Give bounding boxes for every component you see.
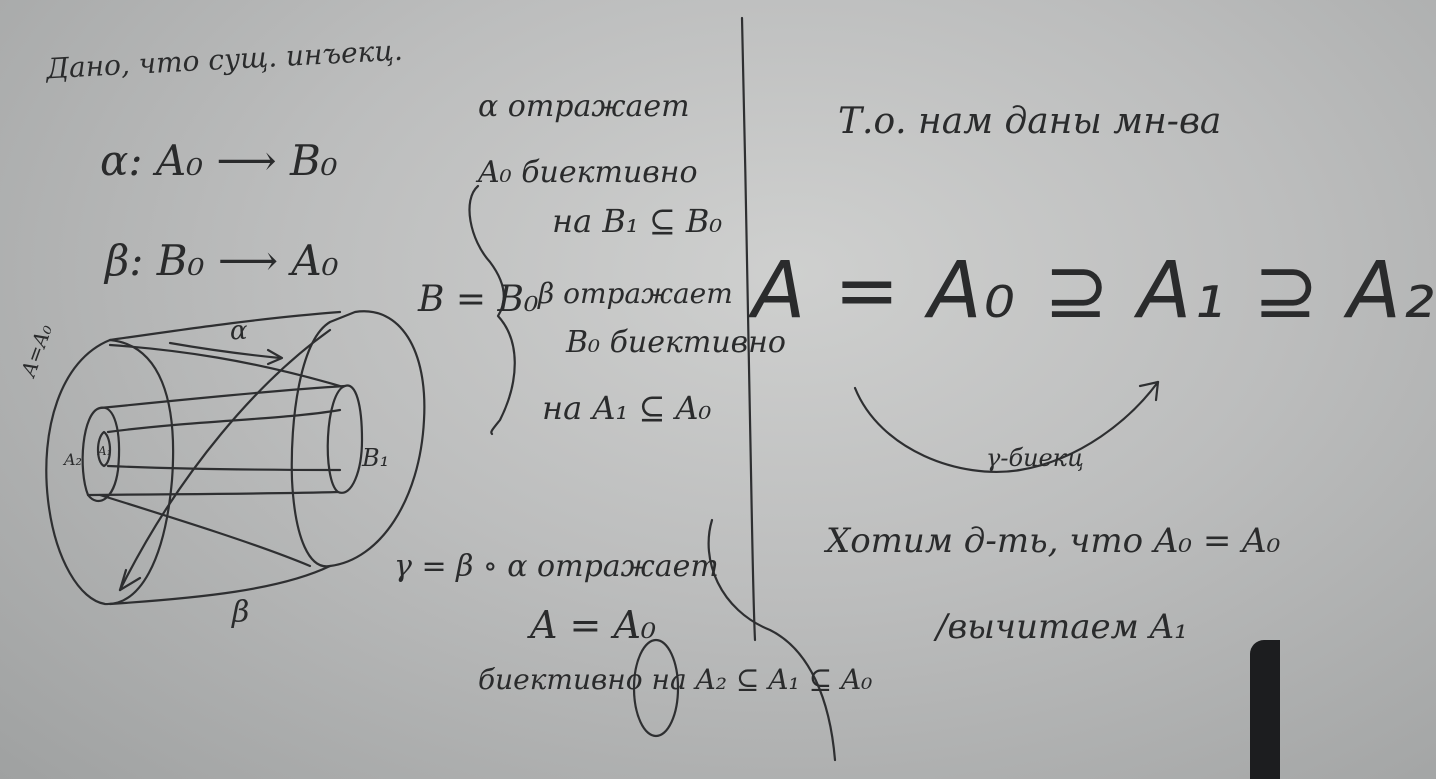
gamma-line-3: биективно на A₂ ⊆ A₁ ⊆ A₀: [478, 663, 873, 696]
beta-map: β: B₀ ⟶ A₀: [105, 236, 339, 285]
gamma-line-2: A = A₀: [530, 603, 657, 647]
given-text: Дано, что сущ. инъекц.: [45, 33, 404, 86]
diagram-label-a1: A₁: [98, 444, 112, 458]
right-title: Т.о. нам даны мн-ва: [838, 101, 1222, 142]
alpha-map: α: A₀ ⟶ B₀: [100, 136, 338, 185]
gamma-line-1: γ = β ∘ α отражает: [394, 549, 719, 584]
set-a-outline: [46, 340, 173, 604]
diagram-arrow-beta: β: [232, 595, 250, 630]
b-equals: B = B₀: [418, 279, 539, 320]
diagram-label-a: A=A₀: [16, 320, 58, 380]
diagram-arrow-alpha: α: [230, 316, 248, 346]
lower-brace: [709, 520, 835, 760]
set-b-outline: [292, 311, 425, 566]
goal-line-1: Хотим д-ть, что A₀ = A₀: [826, 521, 1281, 561]
set-b1-outline: [328, 386, 362, 493]
board-frame-edge: [1250, 640, 1280, 779]
diagram-label-b1: B₁: [362, 444, 390, 472]
gamma-arc-label: γ-биекц: [986, 444, 1084, 472]
cylinder-top-edge: [110, 312, 340, 340]
set-chain: A = A₀ ⊇ A₁ ⊇ A₂: [752, 246, 1436, 336]
diagram-label-a2: A₂: [64, 450, 82, 469]
mid-line-5: B₀ биективно: [566, 325, 786, 360]
cylinder-bottom-edge: [110, 566, 330, 604]
mid-line-6: на A₁ ⊆ A₀: [542, 389, 712, 427]
mid-line-1: α отражает: [478, 89, 690, 124]
goal-line-2: /вычитаем A₁: [936, 607, 1188, 647]
mid-line-4: β отражает: [538, 277, 733, 310]
mid-line-2: A₀ биективно: [478, 155, 698, 190]
mid-line-3: на B₁ ⊆ B₀: [552, 202, 723, 240]
